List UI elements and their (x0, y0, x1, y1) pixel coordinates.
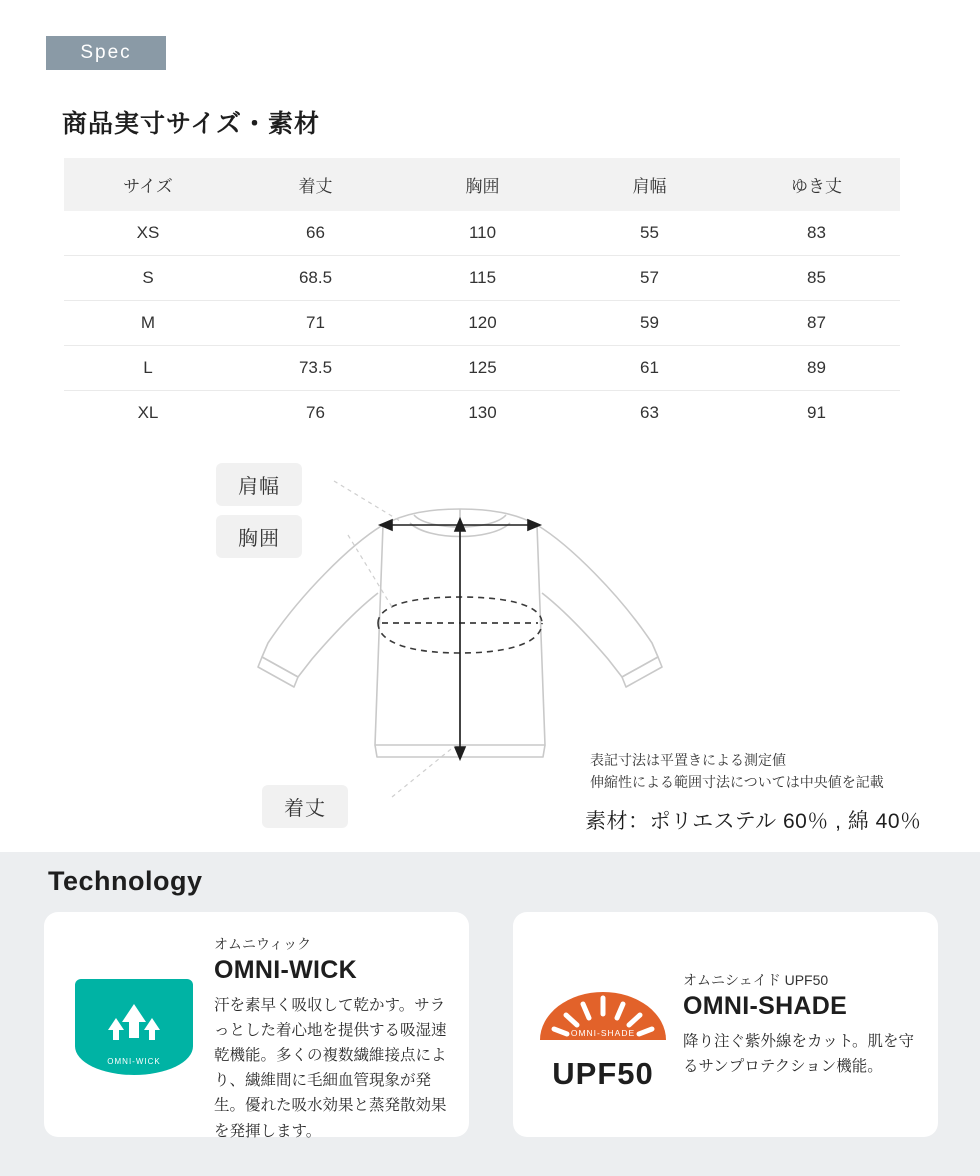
table-row (64, 256, 900, 301)
svg-text:OMNI-SHADE: OMNI-SHADE (570, 1027, 636, 1038)
measurement-note (590, 750, 884, 793)
measurement-note-line1: 表記寸法は平置きによる測定値 (590, 752, 786, 768)
technology-subtitle: オムニウィック (214, 936, 312, 952)
technology-title: Technology (48, 866, 203, 896)
omni-shade-logo (533, 952, 673, 1119)
table-cell: S (64, 256, 232, 301)
upf-rating-label: UPF50 (552, 1055, 654, 1091)
table-header-cell: ゆき丈 (733, 158, 900, 211)
table-row (64, 346, 900, 391)
page-title: 商品実寸サイズ・素材 (62, 110, 321, 138)
callout-chest: 胸囲 (216, 515, 302, 558)
omni-shade-text (683, 952, 918, 1119)
technology-card-list (44, 912, 938, 1140)
measurement-note-line2: 伸縮性による範囲寸法については中央値を記載 (590, 773, 884, 790)
table-header-cell: 肩幅 (566, 158, 733, 211)
technology-subtitle: オムニシェイド UPF50 (683, 972, 829, 988)
spec-badge: Spec (46, 36, 166, 70)
technology-section (0, 852, 980, 1176)
table-header-cell: 着丈 (232, 158, 399, 211)
size-table (64, 158, 900, 435)
table-cell: 85 (733, 256, 900, 301)
table-cell: XL (137, 403, 159, 422)
table-cell: 66 (232, 211, 399, 256)
technology-name: OMNI-WICK (214, 956, 357, 984)
table-cell: 130 (468, 403, 497, 422)
table-cell: 91 (807, 403, 826, 422)
upward-arrows-icon (104, 998, 164, 1056)
table-header-cell: 胸囲 (399, 158, 566, 211)
technology-card-omni-shade (513, 912, 938, 1137)
table-cell: 76 (306, 403, 325, 422)
table-cell: L (64, 346, 232, 391)
omni-wick-logo (64, 934, 204, 1119)
technology-description: 降り注ぐ紫外線をカット。肌を守るサンプロテクション機能。 (683, 1033, 914, 1076)
table-cell: 110 (399, 211, 566, 256)
table-cell: 57 (566, 256, 733, 301)
table-cell: 83 (733, 211, 900, 256)
table-header-row (64, 158, 900, 211)
omni-wick-logo-label: OMNI-WICK (107, 1056, 161, 1066)
callout-body-length: 着丈 (262, 785, 348, 828)
sun-rays-icon (538, 980, 668, 1052)
garment-measurement-diagram (0, 445, 980, 845)
table-cell: 115 (399, 256, 566, 301)
table-header-cell: サイズ (64, 158, 232, 211)
table-cell: 120 (399, 301, 566, 346)
table-cell: 73.5 (232, 346, 399, 391)
omni-wick-icon (75, 979, 193, 1075)
table-cell: M (64, 301, 232, 346)
table-cell: 125 (399, 346, 566, 391)
table-cell: 55 (566, 211, 733, 256)
table-row (64, 391, 900, 436)
technology-card-omni-wick (44, 912, 469, 1140)
technology-name: OMNI-SHADE (683, 992, 848, 1020)
table-row (64, 211, 900, 256)
callout-shoulder-width: 肩幅 (216, 463, 302, 506)
technology-description: 汗を素早く吸収して乾かす。サラっとした着心地を提供する吸湿速乾機能。多くの複数繊維接点により、繊維間に毛細血管現象が発生。優れた吸水効果と蒸発散効果を発揮します。 (214, 997, 447, 1140)
material-text: 素材：ポリエステル 60％ , 綿 40％ (585, 810, 922, 833)
table-cell: 68.5 (232, 256, 399, 301)
table-cell: 61 (566, 346, 733, 391)
table-cell: 87 (733, 301, 900, 346)
omni-wick-text (214, 934, 449, 1140)
table-row (64, 301, 900, 346)
table-cell: XS (64, 211, 232, 256)
table-cell: 63 (640, 403, 659, 422)
table-cell: 71 (232, 301, 399, 346)
table-cell: 59 (566, 301, 733, 346)
table-cell: 89 (733, 346, 900, 391)
